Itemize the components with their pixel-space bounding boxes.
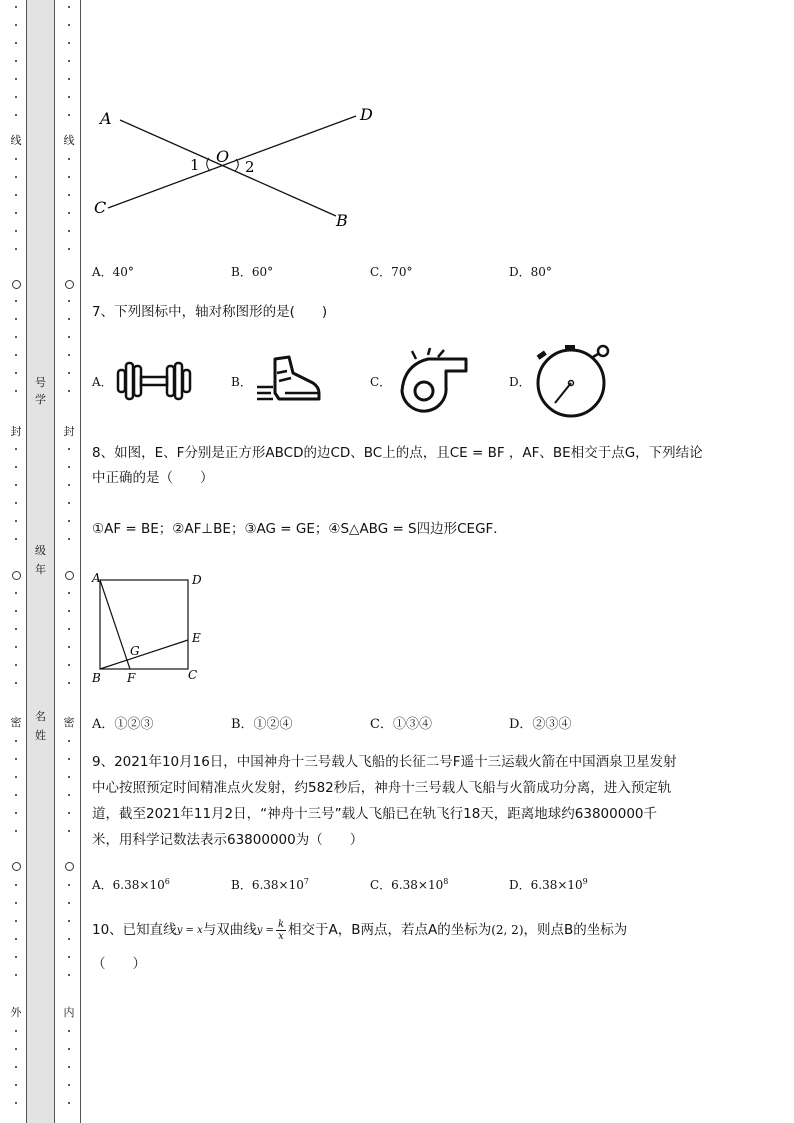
q7-stem: 7、下列图标中，轴对称图形的是( ) — [92, 304, 328, 320]
q8-stem-line-1: 8、如图，E、F分别是正方形ABCD的边CD、BC上的点，且CE = BF ，AF、BE相交于点G，下列结论 — [92, 445, 703, 461]
option-text: D．6.38×10 — [509, 878, 583, 892]
q7-option-label: C． — [370, 374, 392, 389]
q7-option-label: D． — [509, 374, 531, 389]
q8-stem-line-2: 中正确的是（ ） — [92, 470, 214, 486]
band-label: 年 — [35, 563, 46, 576]
q8-option-d[interactable]: D．②③④ — [509, 717, 572, 732]
outer-char-xian: 线 — [10, 134, 22, 147]
exponent: 8 — [443, 877, 449, 886]
margin-rule — [80, 0, 81, 1123]
outer-dot-column — [9, 300, 23, 408]
q10-stem-line-1 — [92, 918, 627, 943]
outer-char-feng: 封 — [10, 425, 22, 438]
fraction-denominator: x — [278, 931, 284, 942]
inner-dot-column — [62, 6, 76, 132]
q10-text: 10、已知直线 — [92, 922, 177, 938]
band-label: 名 — [35, 710, 46, 723]
inner-circle-mark — [65, 862, 74, 871]
exponent: 6 — [164, 877, 170, 886]
label-f: F — [127, 671, 136, 685]
exponent: 9 — [582, 877, 588, 886]
option-text: B．6.38×10 — [231, 878, 304, 892]
label-angle-1: 1 — [190, 156, 200, 174]
q9-option-d[interactable] — [509, 876, 648, 893]
q8-square-figure — [88, 568, 218, 688]
student-info-band — [26, 0, 55, 1123]
q8-options — [92, 713, 648, 732]
label-c: C — [94, 198, 107, 217]
whistle-icon — [394, 347, 470, 415]
band-label: 级 — [35, 544, 46, 557]
q9-option-b[interactable] — [231, 876, 370, 893]
label-g: G — [130, 644, 140, 658]
label-b: B — [92, 671, 101, 685]
segment-be — [100, 640, 188, 669]
q6-option-b[interactable]: B．60° — [231, 265, 274, 279]
option-text: A．6.38×10 — [92, 878, 165, 892]
outer-dot-column — [9, 740, 23, 848]
inner-char-mi: 密 — [63, 716, 75, 729]
outer-char-wai: 外 — [10, 1006, 22, 1019]
q9-option-c[interactable] — [370, 876, 509, 893]
q8-conclusions: ①AF = BE；②AF⊥BE；③AG = GE；④S△ABG = S四边形CEGF． — [92, 521, 507, 537]
q7-option-a[interactable] — [92, 357, 231, 405]
q7-option-label: A． — [92, 374, 113, 389]
q9-stem-line-1: 9、2021年10月16日，中国神舟十三号载人飞船的长征二号F遥十三运载火箭在中国酒泉卫星发射 — [92, 754, 677, 770]
label-d: D — [360, 105, 373, 124]
q10-text: ，则点B的坐标为 — [523, 922, 628, 938]
q7-options — [92, 343, 648, 419]
q8-option-a[interactable]: A．①②③ — [92, 717, 154, 732]
inner-char-feng: 封 — [63, 425, 75, 438]
label-a: A — [100, 109, 112, 128]
q7-option-c[interactable] — [370, 347, 509, 415]
q10-fraction — [276, 919, 286, 942]
q6-intersecting-lines-figure — [88, 100, 388, 235]
q9-stem-line-4: 米，用科学记数法表示63800000为（ ） — [92, 832, 364, 848]
inner-circle-mark — [65, 571, 74, 580]
square-abcd — [100, 580, 188, 669]
inner-dot-column — [62, 448, 76, 556]
q10-stem-line-2: （ ） — [92, 956, 146, 972]
band-label: 号 — [35, 376, 46, 389]
q10-hyperbola-lhs: y = — [256, 925, 274, 936]
q10-line-equation: y = x — [176, 925, 203, 936]
outer-dot-column — [9, 592, 23, 700]
inner-dot-column — [62, 884, 76, 992]
outer-dot-column — [9, 448, 23, 556]
q9-stem-line-3: 道，截至2021年11月2日，“神舟十三号”载人飞船已在轨飞行18天，距离地球约63800000千 — [92, 806, 658, 822]
label-a: A — [92, 571, 101, 585]
fraction-numerator: k — [277, 919, 284, 930]
q6-option-a[interactable]: A．40° — [92, 265, 134, 279]
band-label: 学 — [35, 393, 46, 406]
q9-stem-line-2: 中心按照预定时间精准点火发射，约582秒后，神舟十三号载人飞船与火箭成功分离，进入预定轨 — [92, 780, 672, 796]
q6-options — [92, 263, 648, 280]
outer-circle-mark — [12, 571, 21, 580]
q9-option-a[interactable] — [92, 876, 231, 893]
label-o: O — [216, 147, 230, 166]
inner-circle-mark — [65, 280, 74, 289]
outer-circle-mark — [12, 862, 21, 871]
dumbbell-icon — [116, 357, 192, 405]
band-label: 姓 — [35, 729, 46, 742]
label-e: E — [192, 631, 201, 645]
q10-coordinate: (2, 2) — [491, 923, 524, 937]
q6-option-d[interactable]: D．80° — [509, 265, 552, 279]
line-cd — [108, 116, 356, 208]
inner-dot-column — [62, 1030, 76, 1120]
q7-option-label: B． — [231, 374, 252, 389]
label-angle-2: 2 — [245, 158, 255, 176]
running-shoe-icon — [255, 353, 325, 409]
label-d: D — [192, 573, 202, 587]
outer-dot-column — [9, 6, 23, 132]
inner-dot-column — [62, 592, 76, 700]
q7-option-d[interactable] — [509, 343, 648, 419]
q8-option-b[interactable]: B．①②④ — [231, 717, 293, 732]
outer-char-mi: 密 — [10, 716, 22, 729]
inner-char-xian: 线 — [63, 134, 75, 147]
label-b: B — [336, 211, 348, 230]
q6-option-c[interactable]: C．70° — [370, 265, 413, 279]
line-ab — [120, 120, 336, 216]
q9-options — [92, 876, 648, 893]
q10-text: 相交于A，B两点，若点A的坐标为 — [288, 922, 492, 938]
exponent: 7 — [303, 877, 309, 886]
label-c: C — [188, 668, 198, 682]
option-text: C．6.38×10 — [370, 878, 444, 892]
outer-dot-column — [9, 884, 23, 992]
q7-option-b[interactable] — [231, 353, 370, 409]
q8-option-c[interactable]: C．①③④ — [370, 717, 432, 732]
outer-dot-column — [9, 1030, 23, 1120]
outer-dot-column — [9, 158, 23, 266]
segment-af — [100, 580, 130, 669]
inner-dot-column — [62, 300, 76, 408]
inner-dot-column — [62, 158, 76, 266]
stopwatch-icon — [533, 343, 615, 419]
inner-dot-column — [62, 740, 76, 848]
inner-char-nei: 内 — [63, 1006, 75, 1019]
outer-circle-mark — [12, 280, 21, 289]
q10-text: 与双曲线 — [202, 922, 257, 938]
